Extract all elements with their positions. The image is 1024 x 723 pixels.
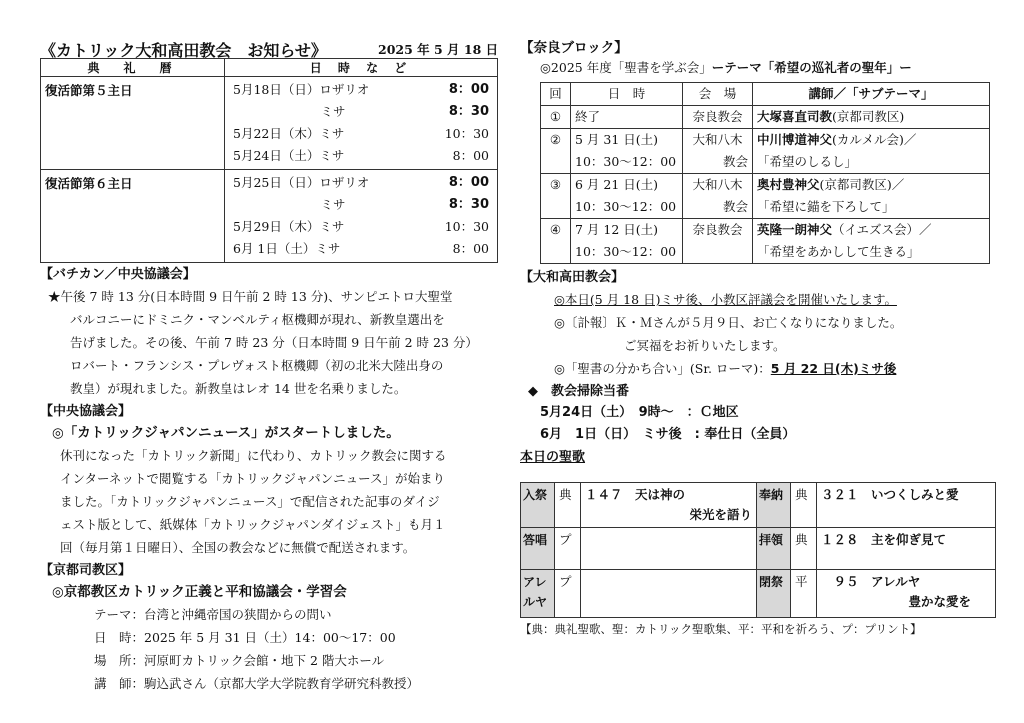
nara-row: ③ 6 月 21 日(土) 10：30～12：00 大和八木 教会 奥村豊神父(京都司教区)／ 「希望に錨を下ろして」 [541,174,990,219]
liturgy-name: 復活節第６主日 [41,170,225,263]
nara-theme: ーテーマ「希望の巡礼者の聖年」ー [711,60,912,75]
schedule-line: ミサ 8：30 [233,104,489,119]
cleaning-list [520,402,990,446]
takada-body: ◎本日(5 月 18 日)ミサ後、小教区評議会を開催いたします。 ◎〔訃報〕Ｋ・Ｍさんが５月９日、お亡くなりになりました。 ご冥福をお祈りいたします。 ◎「聖書の分かち合い」(Sr. ローマ)：5 月 22 日(木)ミサ後 [520,288,990,380]
schedule-group [41,77,498,170]
hymn-row: 答唱 プ 拝領 典 １２８ 主を仰ぎ見て [521,528,996,570]
schedule-group [41,170,498,263]
notice-council: ◎本日(5 月 18 日)ミサ後、小教区評議会を開催いたします。 [554,292,897,307]
nara-table [540,82,990,264]
notice-bible-sharing: ◎「聖書の分かち合い」(Sr. ローマ)：5 月 22 日(木)ミサ後 [554,361,897,376]
left-column [40,36,498,695]
vatican-body: ★午後 7 時 13 分(日本時間 9 日午前 2 時 13 分)、サンピエトロ大聖堂 バルコニーにドミニク・マンベルティ枢機卿が現れ、新教皇選出を 告げました。その後、午前 7 時 23 分（日本時間 9 日午前 2 時 23 分） ロバート・フランシス・プレヴォスト枢機卿（初の北米大陸出身の 教皇）が現れました。新教皇はレオ 14 世を名乗りました。 [48,289,478,396]
schedule-line: 5月22日（木）ミサ 10：30 [233,126,489,141]
schedule-line: 5月24日（土）ミサ 8：00 [233,148,489,163]
nara-row: ① 終了 奈良教会 大塚喜直司教(京都司教区) [541,106,990,129]
nara-intro: ◎2025 年度「聖書を学ぶ会」ーテーマ「希望の巡礼者の聖年」ー [540,60,912,75]
schedule-line: 6月 1日（土）ミサ 8：00 [233,241,489,256]
schedule-lines [225,170,498,263]
schedule-line: 5月25日（日）ロザリオ 8：00 [233,175,489,190]
hymn-row: 入祭 典 １４７ 天は神の 栄光を語り 奉納 典 ３２１ いつくしみと愛 [521,483,996,528]
hymns-heading: 本日の聖歌 [520,450,586,465]
schedule-line: 5月29日（木）ミサ 10：30 [233,219,489,234]
title-row [40,36,498,58]
issue-date: 2025 年 5 月 18 日 [378,42,499,57]
col-datetime: 日 時 な ど [225,59,498,77]
nara-row: ④ 7 月 12 日(土) 10：30～12：00 奈良教会 英隆一朗神父（イエズス会）／ 「希望をあかしして生きる」 [541,219,990,264]
central-body: 休刊になった「カトリック新聞」に代わり、カトリック教会に関する インターネットで閲覧する「カトリックジャパンニュース」が始まり ました。「カトリックジャパンニュース」で配信された記事のダイジ ェスト版として、紙媒体「カトリックジャパンダイジェスト」も月１ 回（毎月第１日曜日）、全国の教会などに無償で配送されます。 [60,448,447,555]
page-title: 《カトリック大和高田教会 お知らせ》 [40,41,327,60]
kyoto-body: テーマ：台湾と沖縄帝国の狭間からの問い 日 時：2025 年 5 月 31 日（土）14：00～17：00 場 所：河原町カトリック会館・地下 2 階大ホール 講 師：駒込武さん（京都大学大学院教育学研究科教授） [94,607,420,691]
nara-header: 回 日 時 会 場 講師／「サブテーマ」 [541,83,990,106]
notice-obituary: ◎〔訃報〕Ｋ・Ｍさんが５月９日、お亡くなりになりました。 [554,315,903,330]
nara-heading: 【奈良ブロック】 [520,40,628,56]
schedule-line: 5月18日（日）ロザリオ 8：00 [233,82,489,97]
cleaning-item: 6月 1日（日） ミサ後 : 奉仕日（全員） [540,427,796,442]
nara-row: ② 5 月 31 日(土) 10：30～12：00 大和八木 教会 中川博道神父(カルメル会)／ 「希望のしるし」 [541,129,990,174]
schedule-table [40,58,498,263]
hymn-table [520,482,996,618]
takada-heading: 【大和高田教会】 [520,270,625,285]
cleaning-heading: ◆ 教会掃除当番 [528,384,629,399]
central-heading: 【中央協議会】 [40,404,132,419]
schedule-line: ミサ 8：30 [233,197,489,212]
kyoto-heading: 【京都司教区】 [40,563,132,578]
vatican-heading: 【バチカン／中央協議会】 [40,267,196,282]
cleaning-item: 5月24日（土） 9時～ ：Ｃ地区 [540,405,739,420]
schedule-header [41,59,498,77]
liturgy-name: 復活節第５主日 [41,77,225,170]
schedule-lines [225,77,498,170]
hymn-legend: 【典：典礼聖歌、聖：カトリック聖歌集、平：平和を祈ろう、プ：プリント】 [520,622,922,636]
col-liturgy: 典 礼 暦 [41,59,225,77]
right-column [520,36,990,638]
central-subheading: ◎「カトリックジャパンニュース」がスタートしました。 [52,425,400,441]
hymn-row: アレルヤ プ 閉祭 平 ９５ アレルヤ 豊かな愛を [521,570,996,618]
kyoto-subheading: ◎京都教区カトリック正義と平和協議会・学習会 [52,584,347,600]
